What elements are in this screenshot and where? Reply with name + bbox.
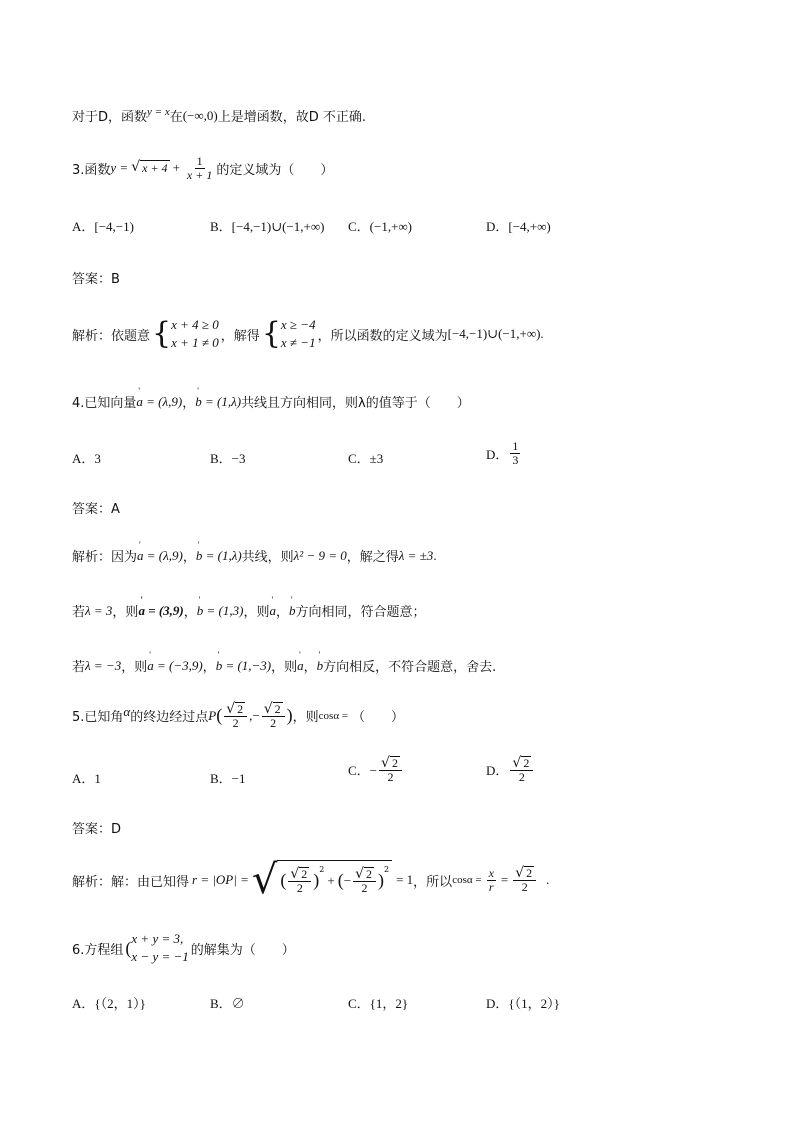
q3-option-c[interactable] (348, 216, 412, 235)
fraction (487, 867, 496, 893)
fraction: √ 2 2 (224, 702, 247, 730)
sqrt-expression: √ ( √ 2 2 ) $^2$ + ( − √ 2 2 ) $^2$ (252, 860, 392, 900)
text: ，则 (112, 605, 139, 620)
text: 对于D，函数 (72, 110, 148, 125)
math: α (123, 703, 131, 719)
question-label: 3.函数 (72, 162, 111, 178)
option-text: D．{（1，2）} (486, 996, 560, 1011)
line-d-statement (72, 106, 366, 125)
math: [−4,−1)∪(−1,+∞). (447, 326, 544, 342)
numerator: x (488, 865, 494, 880)
q4-answer: 答案：A (72, 502, 120, 517)
q3-answer: 答案：B (72, 272, 120, 287)
text: ， (202, 660, 216, 675)
text: 共线且方向相同，则λ的值等于（ ） (241, 396, 470, 411)
q6-option-b[interactable] (210, 993, 245, 1012)
text: . (546, 872, 550, 887)
option-text: D．[−4,+∞) (486, 219, 551, 234)
denominator: x + 1 (186, 167, 213, 182)
math: λ² − 9 = 0 (293, 547, 347, 563)
math: P (208, 707, 217, 723)
numerator: 1 (196, 154, 203, 168)
vector-a: ' a = (−3,9) (147, 658, 202, 674)
text: ) (286, 705, 293, 726)
q6-option-d[interactable] (486, 993, 560, 1012)
q3-option-d[interactable] (486, 216, 551, 235)
math: λ = 3 (85, 602, 113, 618)
q4-option-c[interactable] (348, 448, 383, 467)
q5-option-b[interactable] (210, 768, 246, 787)
q4-option-d[interactable] (486, 440, 522, 466)
radicand: 2 (391, 756, 398, 770)
row: x + y = 3, (131, 931, 184, 946)
math: y = (110, 160, 129, 176)
text: . (433, 547, 437, 563)
denominator: r (488, 879, 494, 894)
text: 解析：因为 (72, 550, 138, 565)
option-text: A．3 (72, 451, 101, 466)
fraction (185, 155, 214, 181)
text: （ ） (352, 710, 405, 726)
radicand: x + 4 (142, 161, 168, 176)
denominator: 2 (270, 716, 277, 730)
fraction: √ 2 2 (513, 866, 536, 894)
inequality-system: { x ≥ −4 x ≠ −1 (261, 316, 316, 352)
math: cosα = (452, 874, 482, 886)
option-text: A．[−4,−1) (72, 219, 134, 234)
option-text: A．{（2，1）} (72, 996, 146, 1011)
radicand: 2 (523, 756, 530, 770)
vector-b: ' b = (1,λ) (195, 394, 241, 410)
option-text: B．−1 (210, 771, 246, 786)
text: 若 (72, 605, 86, 620)
text: ，则 (243, 605, 270, 620)
text: ，则 (292, 710, 319, 726)
option-text: A．1 (72, 771, 101, 786)
math: = (500, 872, 509, 887)
denominator: 2 (232, 716, 239, 730)
q3-solution (72, 316, 544, 352)
option-text: B．∅ (210, 996, 245, 1011)
q5-option-d[interactable] (486, 756, 535, 784)
denominator: 2 (518, 770, 525, 784)
fraction: √ 2 2 (510, 756, 533, 784)
option-text: C．{1，2} (348, 996, 409, 1011)
text: 若 (72, 660, 86, 675)
option-text: C．(−1,+∞) (348, 219, 413, 234)
text: 方向相反，不符合题意，舍去. (323, 660, 497, 675)
option-text: C．±3 (348, 451, 384, 466)
text: ， (303, 660, 317, 675)
q4-solution-3 (72, 656, 496, 675)
question-label: 5.已知角 (72, 710, 124, 726)
text: ,− (249, 707, 260, 723)
text: ( (216, 705, 223, 726)
vector-a: ' a = (3,9) (138, 603, 183, 619)
text: ，则 (121, 660, 148, 675)
text: ，解之得 (346, 550, 399, 565)
vector-a: ' a = (λ,9) (136, 394, 182, 410)
text: 的定义域为（ ） (216, 162, 334, 178)
radicand: 2 (274, 702, 281, 716)
fraction (510, 440, 520, 466)
math: + (172, 160, 180, 176)
text: 共线，则 (241, 550, 294, 565)
question-6 (72, 930, 295, 966)
option-text: B．[−4,−1)∪(−1,+∞) (210, 219, 325, 234)
text: 的终边经过点 (130, 710, 209, 726)
q4-solution-2 (72, 601, 426, 620)
option-text: C．− (348, 763, 378, 779)
q3-option-a[interactable] (72, 216, 134, 235)
q5-solution (72, 857, 550, 903)
option-text: D． (486, 763, 509, 779)
vector-b: ' b = (1,3) (197, 603, 244, 619)
fraction: √ 2 2 (379, 756, 402, 784)
q6-option-a[interactable] (72, 993, 146, 1012)
denominator: 3 (512, 452, 519, 467)
math: cosα = (318, 709, 349, 722)
vector-b: ' b (289, 603, 296, 619)
text: ， (182, 396, 196, 411)
text: 上是增函数，故D 不正确. (217, 110, 367, 125)
fraction: √ 2 2 (262, 702, 285, 730)
question-4 (72, 392, 470, 411)
row: x ≠ −1 (280, 335, 316, 351)
q5-option-c[interactable] (348, 756, 404, 784)
math: r = |OP| = (192, 872, 249, 887)
question-3 (72, 155, 333, 181)
vector-b: ' b (317, 658, 324, 674)
q5-answer: 答案：D (72, 822, 122, 837)
math: = 1 (396, 872, 414, 887)
question-5 (72, 702, 404, 730)
math: y = x (147, 105, 170, 118)
denominator: 2 (361, 880, 368, 895)
radicand: 2 (526, 866, 533, 881)
inequality-system: { x + 4 ≥ 0 x + 1 ≠ 0 (152, 316, 219, 352)
text: ，解得 (220, 328, 260, 344)
row: x + 4 ≥ 0 (171, 317, 219, 332)
equation-system: ( x + y = 3, x − y = −1 (125, 930, 188, 966)
radicand: 2 (301, 866, 308, 881)
row: x ≥ −4 (280, 317, 316, 332)
option-text: B．−3 (210, 451, 246, 466)
vector-b: ' b = (1,λ) (196, 548, 242, 564)
q3-option-b[interactable] (210, 216, 324, 235)
text: 在 (169, 110, 183, 125)
q6-option-c[interactable] (348, 993, 408, 1012)
math: λ = ±3 (398, 547, 434, 563)
q4-solution-1 (72, 546, 437, 565)
row: x + 1 ≠ 0 (171, 335, 219, 351)
question-label: 6.方程组 (72, 942, 124, 958)
sqrt: √ x + 4 (131, 159, 168, 176)
math: (−∞,0) (182, 107, 218, 123)
radicand: 2 (237, 702, 244, 716)
math: λ = −3 (85, 657, 122, 673)
denominator: 2 (521, 880, 528, 895)
text: ，所以 (413, 874, 453, 890)
vector-b: ' b = (1,−3) (216, 658, 271, 674)
text: 方向相同，符合题意； (295, 605, 426, 620)
denominator: 2 (387, 770, 394, 784)
text: ，所以函数的定义域为 (317, 328, 448, 344)
radicand: 2 (365, 866, 372, 881)
numerator: 1 (512, 439, 519, 453)
vector-a: ' a (269, 603, 276, 619)
q4-option-b[interactable] (210, 448, 246, 467)
text: 解析：依题意 (72, 328, 151, 344)
option-text: D． (486, 446, 509, 462)
text: ， (183, 605, 197, 620)
text: 解析：解：由已知得 (72, 874, 190, 890)
row: x − y = −1 (131, 949, 189, 965)
vector-a: ' a (297, 658, 304, 674)
denominator: 2 (296, 880, 303, 895)
q4-option-a[interactable] (72, 448, 101, 467)
question-label: 4.已知向量 (72, 396, 137, 411)
text: ， (182, 550, 196, 565)
q5-option-a[interactable] (72, 768, 101, 787)
text: 的解集为（ ） (190, 942, 295, 958)
text: ，则 (271, 660, 298, 675)
text: ， (275, 605, 289, 620)
vector-a: ' a = (λ,9) (137, 548, 183, 564)
